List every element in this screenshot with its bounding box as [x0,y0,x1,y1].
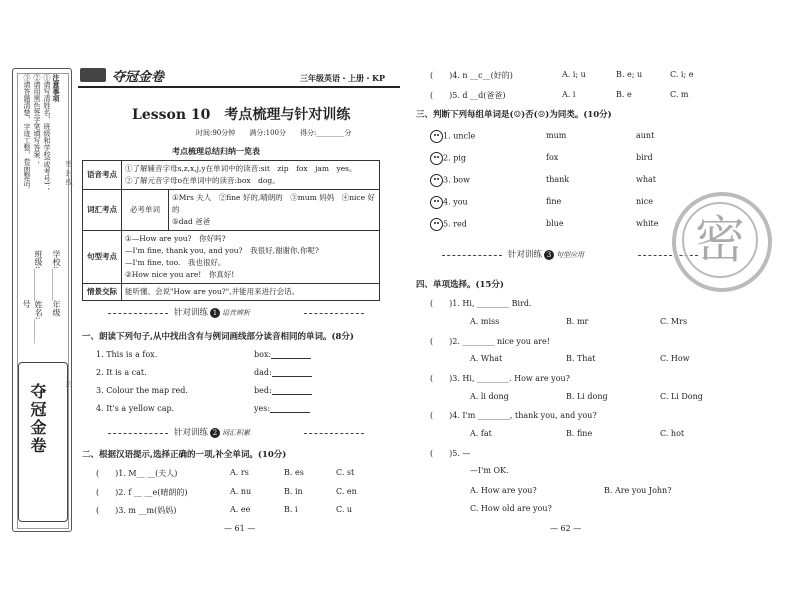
page-number-right: — 62 — [550,524,582,533]
face-icon [430,196,443,209]
q4-option-c: C. hot [660,429,685,438]
q3-item: 5. red [430,218,467,231]
q3-word: blue [546,219,564,228]
q2-item: ( )2. f __ __e(晴朗的) [96,488,188,497]
q2-option-b: B. e; u [616,70,643,79]
q3-word: white [636,219,659,228]
q3-word: fine [546,197,562,206]
q2-item: ( )1. M__ __(夫人) [96,469,178,478]
notice-item-2: ②请用黑色签字笔填写答案； [33,74,41,165]
q1-item: 4. It's a yellow cap. [96,404,175,413]
q4-reply: —I'm OK. [470,466,509,475]
q2-option-a: A. i; u [562,70,586,79]
q3-word: aunt [636,131,655,140]
table-title: 考点梳理总结归纳一览表 [172,146,260,156]
q2-option-b: B. in [284,487,303,496]
spine-logo [18,362,68,522]
q4-option-b: B. fine [566,429,593,438]
face-icon [430,130,443,143]
q2-option-b: B. es [284,468,304,477]
q4-option-b: B. Li dong [566,392,608,401]
q3-word: bird [636,153,653,162]
seat-number: 号 [22,300,31,308]
seal-line-top: 密 封 线 [65,160,73,186]
face-icon [430,152,443,165]
q2-option-a: A. nu [230,487,252,496]
notice-item-3: ③请答题清楚，字迹工整，卷面整洁。 [23,74,31,193]
q4-option-c: C. Li Dong [660,392,703,401]
face-icon [430,218,443,231]
section-4-heading: 四、单项选择。(15分) [416,280,504,290]
q1-answer: bed: [254,386,312,395]
q4-option-b: B. That [566,354,596,363]
q4-option-a: A. fat [470,429,492,438]
q4-item: ( )3. Hi, ________. How are you? [430,374,570,383]
brand-title: 夺冠金卷 [112,70,165,85]
notice-item-1: ①请写清姓名、班级和学校(或考号)； [43,74,51,192]
banner-training-3: 针对训练 3 句型应用 [442,248,702,262]
header-rule [78,86,400,88]
table-row: 语音考点 ①了解辅音字母s,z,x,j,y在单词中的读音:sit zip fox jam yes。 ②了解元音字母o在单词中的读音:box dog。 [83,161,380,190]
banner-training-1: 针对训练 1 语音辨析 [108,306,368,320]
seal-line-bottom: 封 [65,380,73,387]
q3-item: 3. bow [430,174,470,187]
q4-option-a: A. How are you? [470,486,537,495]
q1-item: 3. Colour the map red. [96,386,188,395]
q4-item: ( )5. — [430,449,471,458]
q4-option-b: B. Are you John? [604,486,672,495]
q2-item: ( )4. n __c__(好的) [430,71,513,80]
q2-option-a: A. ee [230,505,251,514]
q2-option-b: B. i [284,505,298,514]
class-label: 班级:________姓名:______ [34,250,43,344]
row-head: 语音考点 [83,161,122,190]
section-3-heading: 三、判断下列每组单词是(☺)否(☹)为同类。(10分) [416,110,612,120]
q4-item: ( )2. ________ nice you are! [430,337,551,346]
q3-word: nice [636,197,653,206]
q4-option-a: A. li dong [470,392,509,401]
spine-brand: 夺冠金卷 [28,383,47,455]
row-head: 句型考点 [83,231,122,284]
q4-option-a: A. miss [470,317,500,326]
q2-option-c: C. m [670,90,689,99]
q4-option-a: A. What [470,354,503,363]
q2-option-b: B. e [616,90,632,99]
exam-meta: 时间:90分钟 满分:100分 得分:________分 [196,129,352,137]
confidential-stamp [672,192,772,292]
row-head: 情景交际 [83,284,122,301]
face-icon [430,174,443,187]
q3-item: 2. pig [430,152,466,165]
q3-item: 4. you [430,196,468,209]
lesson-title: Lesson 10 考点梳理与针对训练 [132,107,351,123]
q3-word: thank [546,175,570,184]
q4-option-b: B. mr [566,317,589,326]
q4-option-c: C. Mrs [660,317,688,326]
q3-word: mum [546,131,567,140]
q3-word: what [636,175,656,184]
school-label: 学校:________年级 [52,250,61,317]
notice-title: 注意事项 [52,74,61,102]
series-label: 三年级英语・上册・KP [300,73,385,83]
row-head: 词汇考点 [83,190,122,231]
page-number-left: — 61 — [224,524,256,533]
banner-training-2: 针对训练 2 词汇积累 [108,426,368,440]
stamp-text: 密 [682,202,758,278]
summary-table [82,160,380,301]
q2-option-c: C. i; e [670,70,694,79]
section-2-heading: 二、根据汉语提示,选择正确的一项,补全单词。(10分) [82,450,287,460]
q1-item: 1. This is a fox. [96,350,158,359]
q1-answer: dad: [254,368,312,377]
q1-answer: box: [254,350,311,359]
q2-option-c: C. st [336,468,355,477]
q4-option-c: C. How [660,354,690,363]
q1-answer: yes: [254,404,310,413]
q2-option-c: C. en [336,487,357,496]
q2-item: ( )5. d __d(爸爸) [430,91,506,100]
table-row: 词汇考点 必考单词 ①Mrs 夫人 ②fine 好的,晴朗的 ③mum 妈妈 ④nice 好的 ⑤dad 爸爸 [83,190,380,231]
q2-option-a: A. rs [230,468,249,477]
publisher-logo [80,68,106,82]
table-row: 情景交际 能听懂、会说"How are you?",并能用来进行会话。 [83,284,380,301]
q4-item: ( )1. Hi, ________ Bird. [430,299,532,308]
q3-item: 1. uncle [430,130,475,143]
q4-item: ( )4. I'm ________, thank you, and you? [430,411,597,420]
q4-option-c: C. How old are you? [470,504,552,513]
section-1-heading: 一、朗读下列句子,从中找出含有与例词画线部分读音相同的单词。(8分) [82,332,354,342]
q1-item: 2. It is a cat. [96,368,147,377]
q2-option-a: A. i [562,90,576,99]
q2-option-c: C. u [336,505,353,514]
q2-item: ( )3. m __m(妈妈) [96,506,177,515]
table-row: 句型考点 ①—How are you? 你好吗? —I'm fine, thank you, and you? 我很好,谢谢你,你呢? —I'm fine, too. 我也很好。 ②How nice you are! 你真好! [83,231,380,284]
q3-word: fox [546,153,559,162]
